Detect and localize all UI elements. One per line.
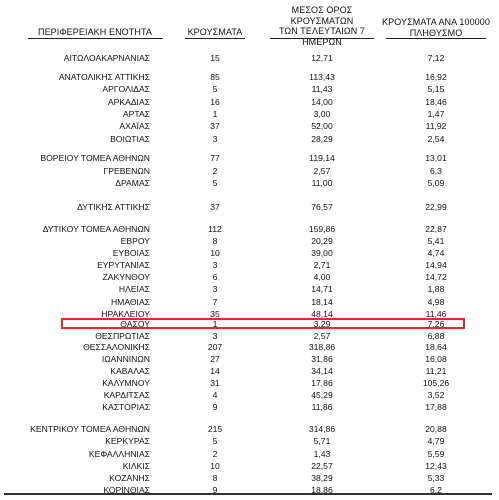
cell-per: 16,92 xyxy=(425,72,447,82)
cell-cases: 16 xyxy=(210,97,220,107)
cell-per: 105,26 xyxy=(422,378,450,388)
cell-cases: 207 xyxy=(207,342,223,352)
cell-avg: 34,14 xyxy=(311,366,333,376)
cell-avg: 11,43 xyxy=(311,84,333,94)
cell-region: ΑΝΑΤΟΛΙΚΗΣ ΑΤΤΙΚΗΣ xyxy=(58,72,150,82)
cell-avg: 2,71 xyxy=(313,260,331,270)
cell-avg: 314,86 xyxy=(308,424,336,434)
cell-cases: 112 xyxy=(208,224,222,234)
cell-region: ΔΥΤΙΚΟΥ ΤΟΜΕΑ ΑΘΗΝΩΝ xyxy=(42,224,150,234)
cell-region: ΚΟΡΙΝΘΙΑΣ xyxy=(103,485,150,495)
cell-cases: 35 xyxy=(210,309,220,319)
header-per-100k xyxy=(381,17,491,38)
cell-cases: 2 xyxy=(212,449,218,459)
header-underline-cases xyxy=(185,38,245,39)
cell-per: 12,43 xyxy=(425,461,447,471)
cell-per: 18,46 xyxy=(425,97,447,107)
cell-per: 5,33 xyxy=(427,473,445,483)
cell-avg: 31,86 xyxy=(311,354,333,364)
cell-cases: 9 xyxy=(212,485,218,495)
cell-per: 11,92 xyxy=(425,121,447,131)
cell-avg: 18,86 xyxy=(311,485,333,495)
cell-cases: 10 xyxy=(210,461,220,471)
cell-avg: 14,71 xyxy=(311,284,333,294)
cell-per: 17,88 xyxy=(425,402,447,412)
cell-avg: 113,43 xyxy=(309,72,335,82)
cell-region: ΖΑΚΥΝΘΟΥ xyxy=(102,272,150,282)
cell-region: ΘΕΣΣΑΛΟΝΙΚΗΣ xyxy=(83,342,150,352)
cell-cases: 31 xyxy=(210,378,220,388)
header-avg xyxy=(262,5,382,47)
cell-cases: 6 xyxy=(212,272,218,282)
cell-avg: 38,29 xyxy=(311,473,333,483)
cell-region: ΔΡΑΜΑΣ xyxy=(115,178,150,188)
cell-region: ΚΑΣΤΟΡΙΑΣ xyxy=(102,402,150,412)
cell-cases: 215 xyxy=(207,424,223,434)
cell-per: 11,21 xyxy=(425,366,447,376)
cell-per: 22,99 xyxy=(425,202,447,212)
cell-avg: 39,00 xyxy=(311,248,333,258)
cell-per: 3,52 xyxy=(427,390,445,400)
cell-region: ΚΑΒΑΛΑΣ xyxy=(110,366,150,376)
cell-per: 6,88 xyxy=(427,331,445,341)
cell-avg: 11,00 xyxy=(311,178,333,188)
cell-avg: 5,71 xyxy=(313,436,331,446)
cell-avg: 318,86 xyxy=(308,342,336,352)
cell-per: 5,41 xyxy=(427,236,445,246)
cell-cases: 27 xyxy=(210,354,220,364)
cell-avg: 14,00 xyxy=(311,97,333,107)
cell-per: 13,01 xyxy=(425,153,447,163)
cell-avg: 52,00 xyxy=(311,121,333,131)
cell-avg: 2,57 xyxy=(313,166,331,176)
cell-cases: 9 xyxy=(212,402,218,412)
header-per-line1: ΚΡΟΥΣΜΑΤΑ ΑΝΑ 100000 xyxy=(382,17,490,27)
cell-per: 7,26 xyxy=(427,319,445,329)
cell-per: 1,47 xyxy=(427,109,445,119)
cell-cases: 5 xyxy=(212,178,218,188)
cell-avg: 45,29 xyxy=(311,390,333,400)
cell-region: ΚΕΡΚΥΡΑΣ xyxy=(105,436,150,446)
cell-region: ΚΑΛΥΜΝΟΥ xyxy=(102,378,150,388)
cell-cases: 10 xyxy=(210,248,220,258)
cell-region: ΕΥΒΟΙΑΣ xyxy=(112,248,150,258)
cell-cases: 3 xyxy=(212,134,218,144)
cell-cases: 37 xyxy=(210,202,220,212)
header-underline-region xyxy=(28,38,163,39)
header-region: ΠΕΡΙΦΕΡΕΙΑΚΗ ΕΝΟΤΗΤΑ xyxy=(37,27,153,37)
cell-per: 5,15 xyxy=(427,84,445,94)
header-underline-per xyxy=(386,38,486,39)
cell-cases: 5 xyxy=(212,436,218,446)
cell-region: ΑΙΤΩΛΟΑΚΑΡΝΑΝΙΑΣ xyxy=(63,53,150,63)
cell-per: 4,98 xyxy=(427,297,445,307)
cell-avg: 3,29 xyxy=(313,319,331,329)
cell-avg: 2,57 xyxy=(313,331,331,341)
cell-avg: 1,43 xyxy=(313,449,331,459)
cell-avg: 76,57 xyxy=(311,202,333,212)
cell-region: ΑΡΤΑΣ xyxy=(122,109,150,119)
cell-region: ΕΒΡΟΥ xyxy=(120,236,150,246)
cell-avg: 12,71 xyxy=(311,53,333,63)
cell-cases: 85 xyxy=(210,72,220,82)
cell-region: ΗΛΕΙΑΣ xyxy=(118,284,150,294)
cell-cases: 77 xyxy=(210,153,220,163)
cell-region: ΓΡΕΒΕΝΩΝ xyxy=(103,166,150,176)
cell-per: 22,87 xyxy=(425,224,447,234)
cell-per: 1,88 xyxy=(427,284,445,294)
cell-avg: 18,14 xyxy=(311,297,333,307)
cell-cases: 4 xyxy=(212,390,218,400)
cell-region: ΚΕΦΑΛΛΗΝΙΑΣ xyxy=(88,449,150,459)
cell-region: ΘΑΣΟΥ xyxy=(120,319,150,329)
cell-per: 14,94 xyxy=(425,260,447,270)
header-avg-line3: ΗΜΕΡΩΝ xyxy=(302,36,342,47)
cell-cases: 14 xyxy=(210,366,220,376)
cell-cases: 3 xyxy=(212,331,218,341)
cell-per: 4,74 xyxy=(427,248,445,258)
cell-per: 4,79 xyxy=(427,436,445,446)
cell-region: ΒΟΙΩΤΙΑΣ xyxy=(110,134,150,144)
cell-region: ΘΕΣΠΡΩΤΙΑΣ xyxy=(95,331,150,341)
cell-per: 6,2 xyxy=(430,485,442,495)
cell-avg: 11,86 xyxy=(311,402,333,412)
cell-region: ΚΕΝΤΡΙΚΟΥ ΤΟΜΕΑ ΑΘΗΝΩΝ xyxy=(30,424,150,434)
cell-cases: 15 xyxy=(210,53,220,63)
cell-avg: 17,86 xyxy=(311,378,333,388)
cell-cases: 7 xyxy=(212,297,218,307)
cell-per: 7,12 xyxy=(427,53,445,63)
cell-avg: 22,57 xyxy=(311,461,333,471)
cell-per: 6,3 xyxy=(430,166,442,176)
cell-region: ΙΩΑΝΝΙΝΩΝ xyxy=(101,354,150,364)
cell-region: ΔΥΤΙΚΗΣ ΑΤΤΙΚΗΣ xyxy=(77,202,150,212)
header-cases: ΚΡΟΥΣΜΑΤΑ xyxy=(187,27,243,37)
header-underline-avg xyxy=(270,38,374,39)
cell-avg: 48,14 xyxy=(311,309,333,319)
cell-region: ΒΟΡΕΙΟΥ ΤΟΜΕΑ ΑΘΗΝΩΝ xyxy=(40,153,150,163)
header-avg-line1: ΜΕΣΟΣ ΟΡΟΣ ΚΡΟΥΣΜΑΤΩΝ xyxy=(290,5,354,26)
cell-region: ΚΟΖΑΝΗΣ xyxy=(109,473,150,483)
header-per-line2: ΠΛΗΘΥΣΜΟ xyxy=(409,27,463,38)
cell-region: ΚΑΡΔΙΤΣΑΣ xyxy=(103,390,150,400)
cell-per: 16,08 xyxy=(425,354,447,364)
cell-cases: 1 xyxy=(212,109,218,119)
cell-avg: 119,14 xyxy=(309,153,335,163)
cell-region: ΚΙΛΚΙΣ xyxy=(122,461,150,471)
cell-avg: 28,29 xyxy=(311,134,333,144)
cell-per: 2,54 xyxy=(427,134,445,144)
cell-per: 5,09 xyxy=(427,178,445,188)
cell-per: 14,72 xyxy=(425,272,447,282)
cell-region: ΗΡΑΚΛΕΙΟΥ xyxy=(101,309,150,319)
cell-per: 18,64 xyxy=(425,342,447,352)
cell-cases: 37 xyxy=(210,121,220,131)
cell-avg: 20,29 xyxy=(311,236,333,246)
cell-per: 20,88 xyxy=(425,424,447,434)
cell-per: 5,59 xyxy=(427,449,445,459)
cell-region: ΑΧΑΪΑΣ xyxy=(119,121,150,131)
cell-cases: 3 xyxy=(212,284,218,294)
cell-cases: 5 xyxy=(212,84,218,94)
bottom-border xyxy=(4,493,492,495)
cell-cases: 2 xyxy=(212,166,218,176)
cell-avg: 3,00 xyxy=(313,109,331,119)
cell-cases: 3 xyxy=(212,260,218,270)
cell-avg: 159,86 xyxy=(308,224,336,234)
cell-region: ΑΡΓΟΛΙΔΑΣ xyxy=(102,84,150,94)
cell-region: ΕΥΡΥΤΑΝΙΑΣ xyxy=(97,260,150,270)
cell-cases: 8 xyxy=(212,236,218,246)
cell-cases: 8 xyxy=(212,473,218,483)
header-avg-line2: ΤΩΝ ΤΕΛΕΥΤΑΙΩΝ 7 xyxy=(278,26,366,36)
cell-region: ΗΜΑΘΙΑΣ xyxy=(110,297,150,307)
cell-per: 11,46 xyxy=(425,309,447,319)
cell-region: ΑΡΚΑΔΙΑΣ xyxy=(107,97,150,107)
cell-cases: 1 xyxy=(212,319,218,329)
cell-avg: 4,00 xyxy=(313,272,331,282)
